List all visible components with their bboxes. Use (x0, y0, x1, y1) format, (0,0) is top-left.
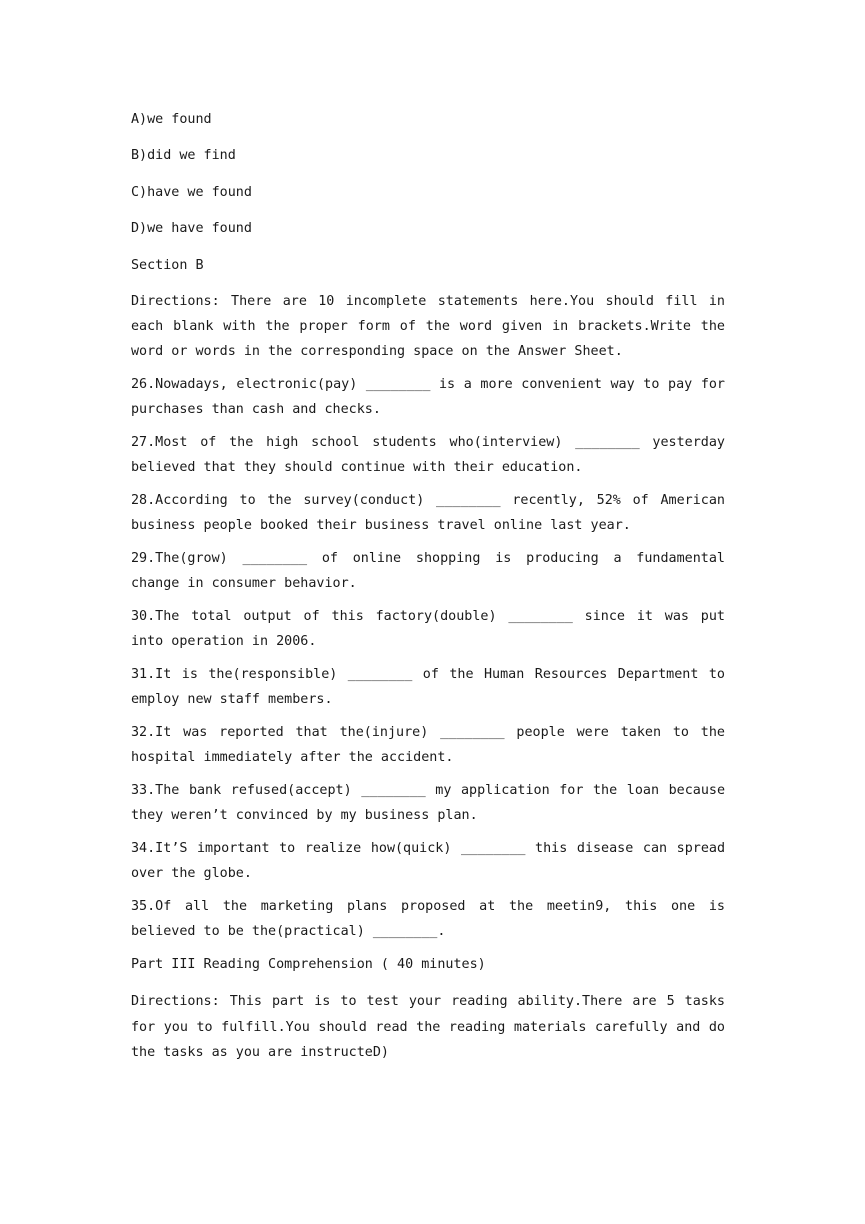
option-c: C)have we found (131, 184, 252, 200)
question-29: 29.The(grow) ________ of online shopping is producing a fundamental change in consumer behavior. (131, 550, 725, 592)
question-28: 28.According to the survey(conduct) ________ recently, 52% of American business people booked their business travel online last year. (131, 492, 725, 534)
question-31: 31.It is the(responsible) ________ of the Human Resources Department to employ new staff members. (131, 666, 725, 708)
question-26: 26.Nowadays, electronic(pay) ________ is a more convenient way to pay for purchases than cash and checks. (131, 376, 725, 418)
option-b: B)did we find (131, 148, 236, 164)
section-b-directions: Directions: There are 10 incomplete statements here.You should fill in each blank with the proper form of the word given in brackets.Write the word or words in the corresponding space on the Answer Sheet. (131, 293, 725, 360)
section-b-heading: Section B (131, 257, 204, 273)
question-33: 33.The bank refused(accept) ________ my application for the loan because they weren’t convinced by my business plan. (131, 782, 725, 824)
question-35: 35.Of all the marketing plans proposed at the meetin9, this one is believed to be the(practical) ________. (131, 898, 725, 939)
part-iii-heading: Part III Reading Comprehension ( 40 minutes) (131, 956, 486, 972)
question-30: 30.The total output of this factory(double) ________ since it was put into operation in 2006. (131, 608, 725, 650)
question-32: 32.It was reported that the(injure) ________ people were taken to the hospital immediately after the accident. (131, 724, 725, 766)
option-d: D)we have found (131, 221, 252, 237)
part-iii-directions: Directions: This part is to test your reading ability.There are 5 tasks for you to fulfill.You should read the reading materials carefully and do the tasks as you are instructeD) (131, 994, 725, 1061)
option-a: A)we found (131, 112, 212, 127)
question-27: 27.Most of the high school students who(interview) ________ yesterday believed that they should continue with their education. (131, 434, 725, 476)
document-page (131, 110, 725, 1076)
question-34: 34.It’S important to realize how(quick) ________ this disease can spread over the globe. (131, 840, 725, 882)
